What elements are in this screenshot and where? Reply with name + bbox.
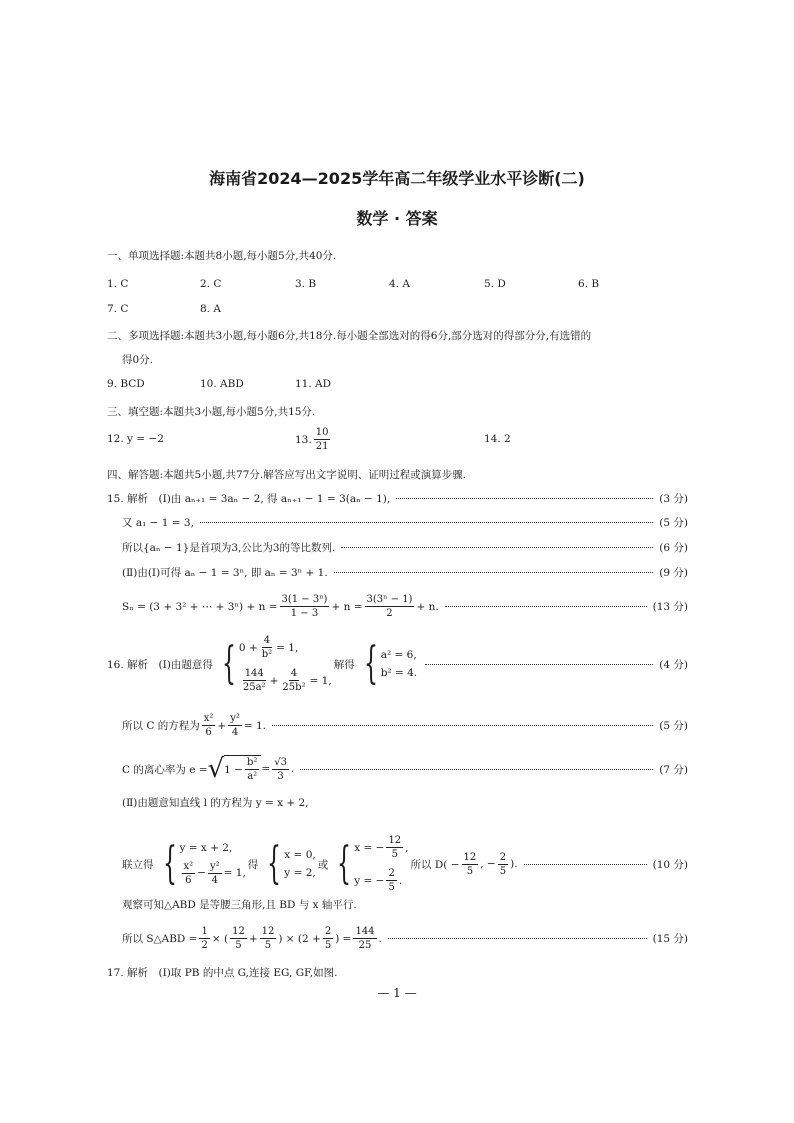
fraction	[280, 667, 307, 694]
answer: 5. D	[484, 278, 506, 290]
denominator: a²	[247, 771, 258, 782]
solution-line	[122, 897, 357, 912]
system-rows	[284, 849, 315, 879]
equation-system	[330, 834, 408, 894]
denominator: 2	[386, 608, 393, 619]
math-text: y = x + 2,	[179, 841, 233, 854]
math-text: 得	[247, 858, 259, 871]
score-label: (10 分)	[652, 858, 688, 871]
score-label: (3 分)	[659, 493, 688, 505]
score-label: (7 分)	[659, 763, 688, 776]
system-row	[381, 667, 417, 679]
math-text: 0 +	[238, 641, 258, 654]
dotted-leader	[396, 498, 653, 499]
numerator: 4	[263, 635, 271, 646]
answer: 8. A	[200, 303, 221, 315]
system-rows	[239, 634, 332, 694]
fraction	[228, 712, 242, 739]
section-heading: 一、单项选择题:本题共8小题,每小题5分,共40分.	[107, 250, 337, 262]
math-text: 所以 C 的方程为	[122, 720, 200, 732]
denominator: 5	[466, 865, 474, 877]
answer: 1. C	[107, 278, 129, 290]
fraction	[208, 860, 222, 887]
system-row	[239, 634, 332, 661]
solution-line	[122, 834, 688, 894]
equation-system	[260, 838, 316, 889]
denominator: 6	[185, 874, 192, 886]
section-heading: 四、解答题:本题共5小题,共77分.解答应写出文字说明、证明过程或演算步骤.	[107, 469, 467, 481]
denominator: 21	[315, 441, 329, 452]
numerator: 2	[324, 926, 332, 937]
numerator: b²	[246, 757, 258, 768]
denominator: 5	[391, 849, 398, 860]
math-text: .	[398, 874, 403, 887]
numerator: 144	[355, 926, 375, 937]
fraction	[386, 834, 403, 861]
math-text: C 的离心率为 e =	[122, 763, 208, 776]
math-text: 联立得	[122, 858, 154, 871]
math-text: 解得	[333, 658, 355, 671]
math-text: y = −	[354, 874, 385, 887]
score-label: (4 分)	[659, 658, 688, 671]
numerator: 12	[388, 835, 402, 846]
math-text: ) =	[335, 932, 352, 945]
math-text: 所以 S△ABD =	[122, 933, 198, 945]
brace-symbol: {	[221, 638, 236, 689]
numerator: 12	[232, 926, 245, 937]
fraction	[230, 925, 247, 952]
brace-symbol: {	[363, 638, 378, 689]
math-text: b² = 4.	[380, 667, 418, 679]
fraction	[462, 851, 479, 878]
score-label: (9 分)	[659, 567, 688, 579]
answer: 3. B	[295, 278, 317, 290]
answer: 10. ABD	[200, 378, 244, 390]
fraction	[314, 426, 331, 453]
dotted-leader	[445, 606, 647, 607]
denominator: 4	[231, 727, 239, 738]
math-text: ).	[510, 858, 518, 870]
answer: 9. BCD	[107, 378, 145, 390]
answer-13	[295, 426, 332, 453]
math-text: 所以{aₙ − 1}是首项为3,公比为3的等比数列.	[122, 542, 336, 554]
fraction	[199, 925, 209, 952]
math-text: = 1,	[309, 674, 332, 687]
fraction	[260, 925, 277, 952]
math-text: 所以 D( −	[410, 858, 460, 871]
math-text: (Ⅱ)由(Ⅰ)可得 aₙ − 1 = 3ⁿ, 即 aₙ = 3ⁿ + 1.	[122, 567, 328, 579]
numerator: y²	[230, 713, 240, 724]
system-row	[381, 649, 417, 661]
system-rows	[180, 842, 246, 887]
system-row	[180, 860, 246, 887]
numerator: 12	[261, 926, 275, 937]
radical-symbol: √	[207, 754, 225, 784]
dotted-leader	[425, 664, 653, 665]
system-row	[354, 834, 408, 861]
score-label: (6 分)	[659, 542, 688, 554]
numerator: 144	[244, 668, 264, 679]
math-text: +	[269, 674, 279, 687]
math-text: y = 2,	[284, 867, 316, 879]
solution-line	[122, 925, 688, 952]
score-label: (5 分)	[659, 720, 688, 732]
math-text: =	[261, 763, 271, 775]
system-row	[354, 867, 408, 894]
numerator: x²	[183, 860, 194, 872]
math-text: x = 0,	[284, 849, 316, 861]
score-label: (15 分)	[652, 933, 688, 945]
dotted-leader	[334, 572, 654, 573]
math-text: = 1.	[243, 719, 267, 732]
score-label: (13 分)	[652, 601, 688, 613]
answer: 11. AD	[295, 378, 332, 390]
solution-line	[122, 565, 688, 580]
denominator: 25b²	[282, 682, 306, 693]
solution-line	[107, 634, 688, 694]
denominator: 5	[388, 882, 395, 893]
math-text: +	[248, 932, 258, 945]
denominator: 5	[264, 940, 272, 951]
doc-title: 海南省2024—2025学年高二年级学业水平诊断(二)	[209, 169, 585, 188]
math-text: x = −	[354, 841, 385, 854]
denominator: 2	[201, 940, 208, 951]
math-text: 16. 解析 (Ⅰ)由题意得	[107, 658, 213, 671]
brace-symbol: {	[162, 838, 177, 889]
numerator: 4	[290, 668, 298, 679]
math-text: ,	[405, 841, 409, 854]
solution-line	[122, 540, 688, 555]
math-text: 15. 解析 (Ⅰ)由 aₙ₊₁ = 3aₙ − 2, 得 aₙ₊₁ − 1 = 3(aₙ − 1),	[107, 493, 391, 505]
denominator: 25	[358, 940, 372, 951]
denominator: 4	[211, 874, 218, 886]
fraction	[353, 925, 376, 952]
fraction	[182, 860, 196, 887]
fraction	[323, 925, 333, 952]
numerator: 3(1 − 3ⁿ)	[281, 594, 328, 605]
answer: 6. B	[578, 278, 600, 290]
math-text: 观察可知△ABD 是等腰三角形,且 BD 与 x 轴平行.	[122, 899, 357, 911]
solution-line	[122, 515, 688, 530]
answer: 4. A	[389, 278, 410, 290]
math-text: 或	[317, 858, 329, 871]
radicand	[224, 755, 261, 783]
math-text: 又 a₁ − 1 = 3,	[122, 517, 194, 529]
math-text: 1 −	[224, 763, 243, 776]
numerator: 2	[499, 851, 507, 863]
denominator: 1 − 3	[290, 608, 319, 619]
math-text: = 1,	[276, 641, 299, 654]
numerator: 2	[388, 868, 395, 879]
math-text: , −	[480, 858, 496, 870]
section-heading-cont: 得0分.	[122, 354, 154, 366]
math-text: ) × (2 +	[278, 932, 321, 945]
math-text: × (	[211, 932, 229, 945]
solution-line	[107, 965, 337, 980]
numerator: 12	[463, 851, 477, 863]
math-text: (Ⅱ)由题意知直线 l 的方程为 y = x + 2,	[122, 797, 309, 809]
answer-label: 13.	[295, 433, 312, 446]
fraction	[202, 712, 216, 739]
math-text: Sₙ = (3 + 3² + ⋯ + 3ⁿ) + n =	[122, 600, 278, 613]
math-text: 17. 解析 (Ⅰ)取 PB 的中点 G,连接 EG, GF,如图.	[107, 967, 338, 979]
equation-system	[156, 838, 246, 889]
numerator: y²	[209, 860, 220, 872]
doc-subtitle: 数学 · 答案	[356, 209, 438, 228]
dotted-leader	[388, 938, 647, 939]
denominator: 3	[277, 770, 284, 782]
answer: 12. y = −2	[107, 433, 164, 445]
section-heading: 二、多项选择题:本题共3小题,每小题6分,共18分.每小题全部选对的得6分,部分选对的得部分分,有选错的	[107, 330, 592, 342]
system-row	[284, 849, 315, 861]
answer: 14. 2	[484, 433, 511, 445]
fraction	[260, 634, 274, 661]
numerator: 3(3ⁿ − 1)	[366, 594, 413, 605]
system-row	[284, 867, 315, 879]
system-rows	[381, 649, 417, 679]
numerator: 1	[201, 926, 208, 937]
solution-line	[122, 593, 688, 620]
dotted-leader	[341, 547, 653, 548]
equation-system	[357, 638, 418, 689]
math-text: a² = 6,	[380, 649, 417, 661]
score-label: (5 分)	[659, 517, 688, 529]
math-text: .	[290, 763, 295, 775]
dotted-leader	[300, 769, 653, 770]
math-text: −	[197, 867, 206, 879]
solution-line	[122, 754, 688, 784]
brace-symbol: {	[267, 838, 282, 889]
fraction	[498, 851, 508, 878]
math-text: +	[217, 719, 227, 732]
denominator: 6	[205, 727, 212, 738]
solution-line	[122, 712, 688, 739]
square-root	[208, 754, 262, 784]
answer: 2. C	[200, 278, 222, 290]
system-row	[180, 842, 246, 854]
math-text: + n =	[331, 600, 363, 613]
section-heading: 三、填空题:本题共3小题,每小题5分,共15分.	[107, 406, 316, 418]
fraction	[272, 756, 289, 783]
denominator: 5	[235, 940, 242, 951]
fraction	[365, 593, 415, 620]
math-text: + n.	[416, 600, 439, 613]
fraction	[386, 867, 396, 894]
solution-line	[122, 795, 309, 810]
numerator: x²	[203, 713, 214, 724]
denominator: 5	[324, 940, 332, 951]
numerator: √3	[274, 756, 287, 768]
math-text: = 1,	[223, 867, 246, 879]
brace-symbol: {	[337, 838, 352, 889]
dotted-leader	[200, 522, 653, 523]
fraction	[280, 593, 330, 620]
system-rows	[354, 834, 408, 894]
dotted-leader	[524, 864, 647, 865]
denominator: b²	[261, 649, 273, 660]
page-number: — 1 —	[377, 986, 417, 1000]
system-row	[239, 667, 332, 694]
dotted-leader	[272, 725, 653, 726]
equation-system	[215, 634, 332, 694]
denominator: 25a²	[242, 682, 266, 693]
answer: 7. C	[107, 303, 129, 315]
denominator: 5	[499, 865, 507, 877]
numerator: 10	[315, 427, 329, 438]
math-text: .	[378, 932, 382, 945]
solution-line	[107, 491, 688, 506]
fraction	[241, 667, 268, 694]
fraction	[245, 756, 259, 783]
